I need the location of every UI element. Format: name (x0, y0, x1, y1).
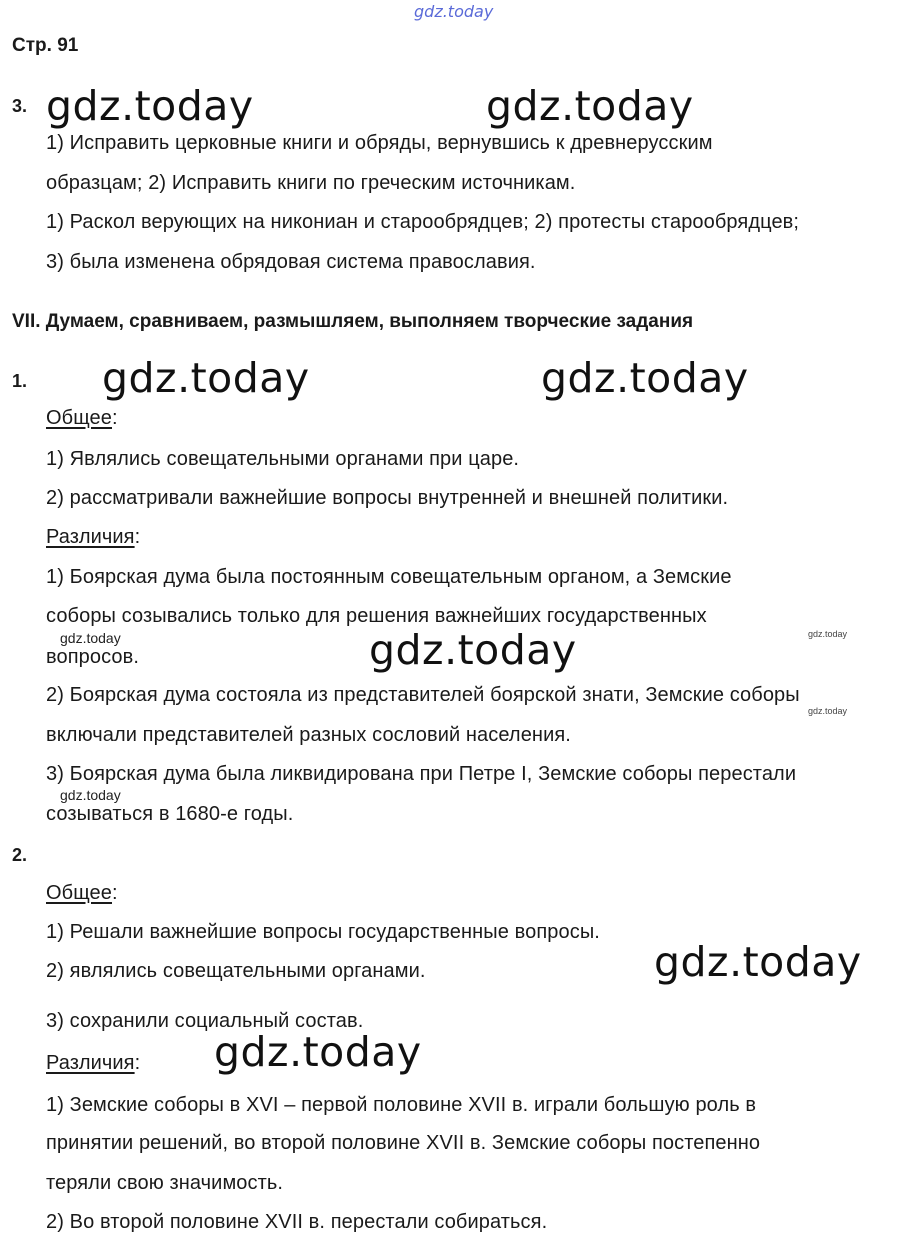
diff-label: Различия (46, 526, 135, 548)
task1-common-line: 2) рассматривали важнейшие вопросы внутренней и внешней политики. (46, 487, 729, 509)
task2-diff-line: 1) Земские соборы в XVI – первой половине XVII в. играли большую роль в (46, 1094, 757, 1116)
task2-diff-heading (46, 1052, 140, 1075)
task2-common-line: 1) Решали важнейшие вопросы государственные вопросы. (46, 921, 600, 943)
watermark-big: gdz.today (102, 354, 310, 402)
watermark-big: gdz.today (486, 82, 694, 130)
colon: : (112, 882, 118, 904)
task3-line: 3) была изменена обрядовая система православия. (46, 251, 536, 273)
task1-diff-line: вопросов. (46, 646, 140, 668)
task1-common-line: 1) Являлись совещательными органами при царе. (46, 448, 520, 470)
task1-common-heading (46, 407, 118, 430)
section-title: VII. Думаем, сравниваем, размышляем, выполняем творческие задания (12, 311, 694, 332)
colon: : (134, 526, 141, 548)
page-label: Стр. 91 (12, 35, 79, 56)
task2-diff-line: принятии решений, во второй половине XVII в. Земские соборы постепенно (46, 1132, 761, 1154)
task2-diff-line: теряли свою значимость. (46, 1172, 284, 1194)
task2-common-line: 3) сохранили социальный состав. (46, 1010, 364, 1032)
task3-line: 1) Раскол верующих на никониан и старообрядцев; 2) протесты старообрядцев; (46, 211, 800, 233)
watermark-big: gdz.today (654, 938, 862, 986)
watermark-big: gdz.today (369, 626, 577, 674)
diff-label: Различия (46, 1052, 135, 1074)
task3-number: 3. (12, 96, 28, 116)
task3-line: образцам; 2) Исправить книги по греческим источникам. (46, 172, 576, 194)
watermark-small: gdz.today (60, 630, 121, 646)
task1-diff-line: 2) Боярская дума состояла из представителей боярской знати, Земские соборы (46, 684, 800, 706)
task3-line: 1) Исправить церковные книги и обряды, вернувшись к древнерусским (46, 132, 713, 154)
task2-diff-line: 2) Во второй половине XVII в. перестали собираться. (46, 1211, 548, 1233)
watermark-small: gdz.today (60, 787, 121, 803)
task2-common-heading (46, 882, 118, 905)
task1-number: 1. (12, 371, 28, 391)
task1-diff-line: включали представителей разных сословий населения. (46, 724, 571, 746)
colon: : (112, 407, 118, 429)
colon: : (134, 1052, 141, 1074)
watermark-big: gdz.today (46, 82, 254, 130)
common-label: Общее (46, 407, 112, 429)
watermark-big: gdz.today (541, 354, 749, 402)
task1-diff-heading (46, 526, 140, 549)
task1-diff-line: 3) Боярская дума была ликвидирована при Петре I, Земские соборы перестали (46, 763, 797, 785)
watermark-tiny: gdz.today (808, 706, 848, 716)
task1-diff-line: 1) Боярская дума была постоянным совещательным органом, а Земские (46, 566, 732, 588)
watermark-big: gdz.today (214, 1028, 422, 1076)
common-label: Общее (46, 882, 112, 904)
watermark-tiny: gdz.today (808, 629, 848, 639)
watermark-top: gdz.today (414, 2, 494, 21)
task2-number: 2. (12, 845, 28, 865)
task2-common-line: 2) являлись совещательными органами. (46, 960, 426, 982)
task1-diff-line: соборы созывались только для решения важнейших государственных (46, 605, 707, 627)
task1-diff-line: созываться в 1680-е годы. (46, 803, 294, 825)
